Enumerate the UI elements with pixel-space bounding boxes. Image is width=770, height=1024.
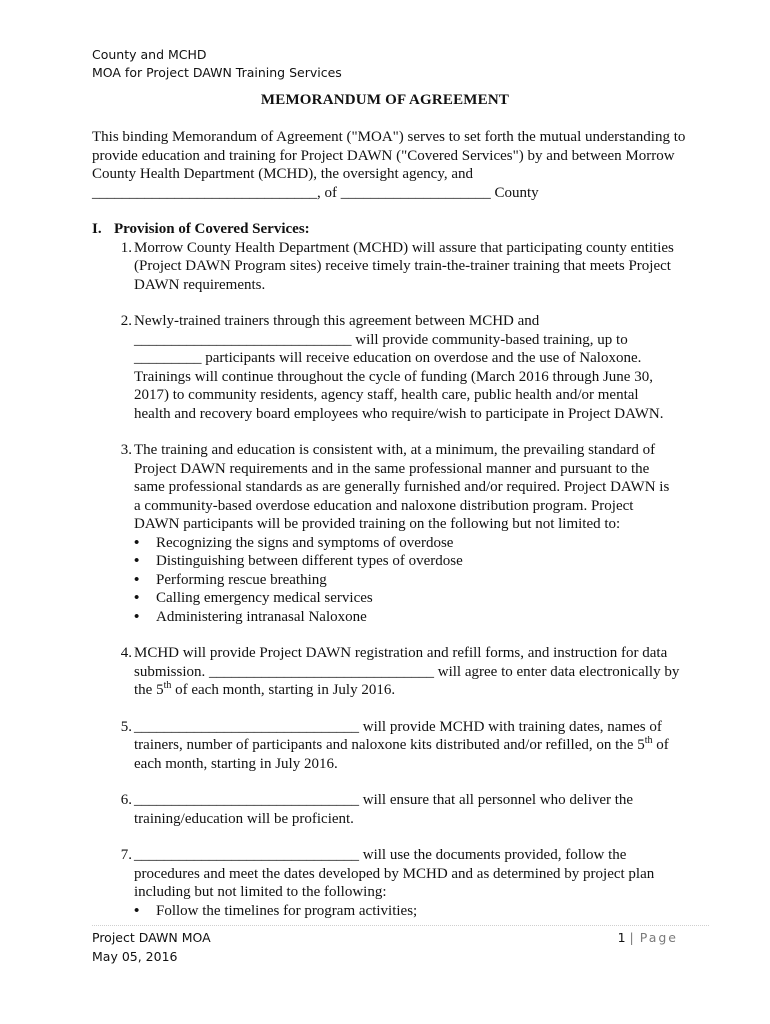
- item-number: 7.: [120, 847, 132, 863]
- list-item: [92, 312, 717, 423]
- item-number: 6.: [120, 792, 132, 808]
- item-text: [134, 791, 717, 828]
- bullet-text: Performing rescue breathing: [156, 571, 327, 588]
- page-number: 1: [617, 930, 626, 945]
- page-label: Page: [639, 930, 678, 945]
- item-line: 2017) to community residents, agency staff, health care, public health and/or mental: [134, 387, 639, 403]
- item-line: Project DAWN requirements and in the same professional manner and pursuant to the: [134, 460, 650, 477]
- item-line: _____________________________ will provide community-based training, up to: [134, 331, 628, 348]
- item-line: including but not limited to the following:: [134, 884, 387, 900]
- item-line: ______________________________ will ensure that all personnel who deliver the: [134, 792, 634, 808]
- bullet-text: Recognizing the signs and symptoms of overdose: [156, 534, 454, 551]
- item-line: [134, 681, 717, 700]
- item-line: a community-based overdose education and naloxone distribution program. Project: [134, 497, 634, 514]
- section-number: I.: [92, 221, 102, 237]
- bullet-icon: •: [134, 553, 140, 569]
- item-text: [134, 239, 717, 295]
- item-text: [134, 846, 717, 920]
- item-line: [134, 736, 717, 755]
- item-line: ______________________________ will provide MCHD with training dates, names of: [134, 718, 662, 735]
- bullet-icon: •: [134, 608, 140, 625]
- bullet-item: [134, 571, 717, 590]
- bullet-item: [134, 589, 717, 608]
- intro-line-4: ______________________________, of ____________________ County: [92, 184, 539, 201]
- item-line: submission. ______________________________ will agree to enter data electronically by: [134, 663, 680, 680]
- list-item: [92, 846, 717, 920]
- item-line: _________ participants will receive education on overdose and the use of Naloxone.: [134, 350, 642, 366]
- bullet-text: Administering intranasal Naloxone: [156, 608, 367, 625]
- procedures-list: [134, 902, 717, 921]
- section-title: Provision of Covered Services:: [114, 221, 310, 237]
- bullet-text: Calling emergency medical services: [156, 590, 373, 606]
- intro-line-3: County Health Department (MCHD), the oversight agency, and: [92, 166, 474, 182]
- item-text: [134, 312, 717, 423]
- item-line: training/education will be proficient.: [134, 810, 354, 827]
- item-line: Trainings will continue throughout the cycle of funding (March 2016 through June 30,: [134, 368, 653, 385]
- list-item: [92, 441, 717, 626]
- item-line: Morrow County Health Department (MCHD) will assure that participating county entities: [134, 239, 674, 256]
- document-title: MEMORANDUM OF AGREEMENT: [260, 92, 510, 108]
- bullet-icon: •: [134, 590, 140, 606]
- bullet-icon: •: [134, 534, 140, 551]
- ordinal-suffix: th: [163, 680, 172, 691]
- bullet-item: [134, 534, 717, 553]
- intro-line-1: This binding Memorandum of Agreement ("MOA") serves to set forth the mutual understanding to: [92, 129, 686, 145]
- item-text: [134, 718, 717, 774]
- bullet-text: Follow the timelines for program activities;: [156, 902, 418, 919]
- item-line-part: trainers, number of participants and naloxone kits distributed and/or refilled, on the 5: [134, 737, 645, 753]
- page-indicator: [618, 928, 678, 947]
- item-line: DAWN requirements.: [134, 276, 266, 293]
- item-line: procedures and meet the dates developed by MCHD and as determined by project plan: [134, 865, 655, 882]
- item-line: each month, starting in July 2016.: [134, 755, 338, 772]
- covered-services-list: [92, 239, 717, 921]
- header-line-1: County and MCHD: [92, 47, 207, 62]
- list-item: [92, 791, 717, 828]
- ordinal-suffix: th: [644, 735, 653, 746]
- item-line: same professional standards as are generally furnished and/or required. Project DAWN is: [134, 479, 670, 495]
- bullet-item: [134, 552, 717, 571]
- item-text: [134, 441, 717, 626]
- bullet-icon: •: [134, 571, 140, 588]
- item-line: MCHD will provide Project DAWN registration and refill forms, and instruction for data: [134, 645, 668, 661]
- item-line: (Project DAWN Program sites) receive timely train-the-trainer training that meets Project: [134, 258, 671, 274]
- item-number: 3.: [120, 442, 132, 458]
- section-heading: [92, 220, 717, 239]
- training-topics-list: [134, 534, 717, 627]
- bullet-item: [134, 902, 717, 921]
- item-line: ______________________________ will use the documents provided, follow the: [134, 847, 627, 863]
- list-item: [92, 239, 717, 295]
- bullet-text: Distinguishing between different types of overdose: [156, 553, 463, 569]
- intro-line-2: provide education and training for Project DAWN ("Covered Services") by and between Morrow: [92, 147, 675, 164]
- page-separator: |: [629, 930, 636, 945]
- document-header: [92, 46, 342, 82]
- item-text: [134, 644, 717, 700]
- item-line-part: of: [652, 737, 669, 753]
- item-number: 1.: [120, 239, 132, 256]
- list-item: [92, 644, 717, 700]
- header-line-2: MOA for Project DAWN Training Services: [92, 65, 342, 80]
- footer-date: May 05, 2016: [92, 949, 178, 964]
- item-line: The training and education is consistent with, at a minimum, the prevailing standard of: [134, 442, 656, 458]
- item-number: 2.: [120, 313, 132, 329]
- footer-left: [92, 928, 211, 966]
- footer-divider: [92, 925, 709, 926]
- list-item: [92, 718, 717, 774]
- bullet-icon: •: [134, 902, 140, 919]
- item-line: Newly-trained trainers through this agreement between MCHD and: [134, 313, 540, 329]
- item-line-part: the 5: [134, 682, 164, 698]
- item-line: DAWN participants will be provided training on the following but not limited to:: [134, 516, 621, 532]
- item-line: health and recovery board employees who require/wish to participate in Project DAWN.: [134, 405, 664, 422]
- item-line-part: of each month, starting in July 2016.: [171, 682, 396, 698]
- document-body: [92, 128, 717, 920]
- footer-document-name: Project DAWN MOA: [92, 930, 211, 945]
- item-number: 5.: [120, 718, 132, 735]
- item-number: 4.: [120, 645, 132, 661]
- bullet-item: [134, 608, 717, 627]
- intro-paragraph: [92, 128, 717, 202]
